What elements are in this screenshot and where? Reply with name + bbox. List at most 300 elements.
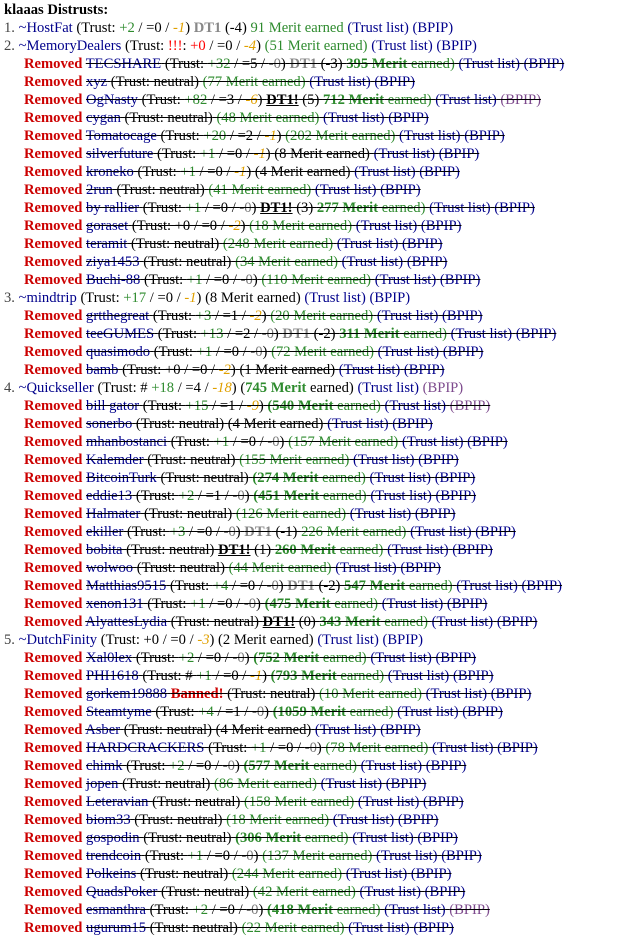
trust-score: +17 [123,290,147,306]
merit-earned: (20 Merit earned) [270,308,374,324]
bpip-link[interactable]: (BPIP) [410,866,452,882]
trust-list-link[interactable]: (Trust list) [357,380,419,396]
trust-score: +3 [169,524,186,540]
bpip-link[interactable]: (BPIP) [434,470,476,486]
trust-score: (Trust: neutral) [227,686,316,702]
bpip-link[interactable]: (BPIP) [420,218,462,234]
trust-list-link[interactable]: (Trust list) [332,812,395,828]
bpip-link[interactable]: (BPIP) [515,326,557,342]
bpip-link[interactable]: (BPIP) [414,506,456,522]
entry-body [86,596,487,612]
bpip-link[interactable]: (BPIP) [523,56,565,72]
trust-list-link[interactable]: (Trust list) [338,362,401,378]
username-link[interactable]: gospodin [86,830,140,846]
entry-body [86,452,459,468]
removed-entry [4,883,637,901]
removed-entry [4,217,637,235]
removed-entry [4,865,637,883]
merit-earned: (4 Merit earned) [254,164,351,180]
trust-score: ) [196,290,202,306]
merit-earned: (158 Merit earned) [243,794,355,810]
bpip-link[interactable]: (BPIP) [449,902,490,918]
trust-list-link[interactable]: (Trust list) [397,704,459,720]
trust-list-link[interactable]: (Trust list) [370,488,432,504]
trust-list-link[interactable]: (Trust list) [387,668,450,684]
entry-body [86,488,476,504]
trust-list-link[interactable]: (Trust list) [431,614,494,630]
removed-label: Removed [24,668,83,684]
entry-body [86,830,458,846]
dt-badge: DT1! [260,200,293,216]
username-link[interactable]: esmanthra [86,902,147,918]
username-link[interactable]: AlyattesLydia [85,614,168,630]
trust-score: (Trust: [155,704,199,720]
merit-earned: (86 Merit earned) [214,776,317,792]
trust-score: (Trust: neutral) [143,830,232,846]
username-link[interactable]: PHI1618 [86,668,139,684]
trust-score: +0 [190,38,206,54]
removed-entry [4,613,637,631]
removed-entry [4,595,637,613]
trust-score: +2 [178,650,195,666]
merit-earned: (34 Merit earned) [235,254,338,270]
trust-list-link[interactable]: (Trust list) [376,308,439,324]
trust-score: -0 [268,56,281,72]
bpip-link[interactable]: (BPIP) [500,92,541,108]
removed-entry [4,577,637,595]
trust-list-link[interactable]: (Trust list) [432,740,494,756]
merit-earned: 547 Merit [344,578,406,594]
removed-label: Removed [24,92,83,108]
username-link[interactable]: QuadsPoker [86,884,158,900]
username-link[interactable]: ~DutchFinity [18,632,98,648]
bpip-link[interactable]: (BPIP) [467,434,508,450]
bpip-link[interactable]: (BPIP) [380,722,421,738]
trust-score: / =1 / [213,704,252,720]
trust-list-link[interactable]: (Trust list) [429,200,491,216]
trust-score: / =1 / [211,308,250,324]
bpip-link[interactable]: (BPIP) [374,74,415,90]
username-link[interactable]: Polkeins [86,866,137,882]
bpip-link[interactable]: (BPIP) [438,146,480,162]
trust-score: ) [265,146,271,162]
distrust-entry [4,19,637,37]
bpip-link[interactable]: (BPIP) [494,200,535,216]
removed-entry [4,487,637,505]
username-link[interactable]: ~mindtrip [18,290,77,306]
username-link[interactable]: jopen [86,776,119,792]
trust-score: (Trust: neutral) [135,416,225,432]
entry-body [86,254,447,270]
bpip-link[interactable]: (BPIP) [424,884,466,900]
trust-list-link[interactable]: (Trust list) [355,218,418,234]
trust-score: / =0 / [201,200,240,216]
removed-label: Removed [24,164,83,180]
trust-list-link[interactable]: (Trust list) [387,542,449,558]
username-link[interactable]: sonerbo [86,416,133,432]
trust-score: +3 [195,308,212,324]
trust-list-link[interactable]: (Trust list) [458,56,520,72]
entry-body [86,326,556,342]
bpip-link[interactable]: (BPIP) [464,128,505,144]
trust-score: (Trust: [169,578,213,594]
username-link[interactable]: HARDCRACKERS [86,740,205,756]
bpip-link[interactable]: (BPIP) [442,344,484,360]
entry-body [86,902,490,918]
trust-list-link[interactable]: (Trust list) [374,272,437,288]
username-link[interactable]: BitcoinTurk [86,470,157,486]
entry-number: 3. [4,290,15,306]
trust-list-link[interactable]: (Trust list) [377,344,440,360]
bpip-link[interactable]: (BPIP) [452,542,493,558]
removed-entry [4,73,637,91]
username-link[interactable]: xenon131 [86,596,144,612]
removed-entry [4,433,637,451]
trust-score: (Trust: neutral) [152,794,241,810]
trust-score: : [182,38,191,54]
merit-earned: (42 Merit earned) [252,884,356,900]
trust-score: (Trust: [80,290,124,306]
username-link[interactable]: ~Quickseller [18,380,94,396]
trust-list-link[interactable]: (Trust list) [376,848,438,864]
trust-list-link[interactable]: (Trust list) [347,20,409,36]
trust-list-link[interactable]: (Trust list) [357,794,420,810]
username-link[interactable]: goraset [86,218,129,234]
bpip-link[interactable]: (BPIP) [436,38,477,54]
username-link[interactable]: teramit [86,236,128,252]
trust-score: / =0 / [134,20,174,36]
dt-badge: DT1! [262,614,296,630]
trust-score: ) [244,488,250,504]
bpip-link[interactable]: (BPIP) [425,758,467,774]
username-link[interactable]: ~MemoryDealers [18,38,122,54]
trust-score: (Trust: [152,308,196,324]
merit-earned: (306 Merit [235,830,302,846]
username-link[interactable]: quasimodo [86,344,151,360]
username-link[interactable]: ~HostFat [18,20,73,36]
username-link[interactable]: bamb [86,362,119,378]
entry-body [19,20,453,36]
entry-body [86,506,455,522]
username-link[interactable]: bill gator [86,398,140,414]
trust-list-link[interactable]: (Trust list) [450,326,513,342]
trust-score: (Trust: [135,488,179,504]
entry-body [86,92,541,108]
trust-score: -6 [245,92,258,108]
username-link[interactable]: wolwoo [86,560,134,576]
username-link[interactable]: cygan [86,110,121,126]
merit-earned: (274 Merit [252,470,319,486]
removed-entry [4,307,637,325]
bpip-link[interactable]: (BPIP) [400,560,441,576]
trust-score: -1 [253,146,266,162]
trust-list-link[interactable]: (Trust list) [456,578,518,594]
trust-score: +1 [190,596,206,612]
username-link[interactable]: Buchi-88 [86,272,141,288]
bpip-link[interactable]: (BPIP) [382,632,424,648]
bpip-link[interactable]: (BPIP) [439,272,481,288]
entry-body [85,614,537,630]
entry-number: 5. [4,632,15,648]
username-link[interactable]: ziya1453 [86,254,140,270]
trust-score: ) [230,362,236,378]
username-link[interactable]: silverfuture [86,146,154,162]
trust-list-link[interactable]: (Trust list) [335,560,397,576]
removed-entry [4,829,637,847]
username-link[interactable]: chimk [86,758,123,774]
merit-earned: (126 Merit earned) [235,506,347,522]
entry-body [86,812,438,828]
bpip-link[interactable]: (BPIP) [418,452,459,468]
username-link[interactable]: by rallier [86,200,140,216]
entry-body [86,668,493,684]
merit-earned: (577 Merit [243,758,310,774]
merit-earned: 343 Merit [319,614,381,630]
username-link[interactable]: ekiller [86,524,124,540]
bpip-link[interactable]: (BPIP) [435,488,477,504]
removed-label: Removed [24,704,83,720]
trust-list-link[interactable]: (Trust list) [352,830,414,846]
trust-list-link[interactable]: (Trust list) [384,398,447,414]
bpip-link[interactable]: (BPIP) [446,596,488,612]
trust-score: / =0 / [185,524,224,540]
bpip-link[interactable]: (BPIP) [449,398,491,414]
removed-entry [4,523,637,541]
trust-list-link[interactable]: (Trust list) [314,182,377,198]
trust-list-link[interactable]: (Trust list) [401,434,464,450]
username-link[interactable]: gorkem19888 [86,686,168,702]
trust-list-link[interactable]: (Trust list) [384,902,446,918]
username-link[interactable]: mhanbostanci [86,434,168,450]
bpip-link[interactable]: (BPIP) [406,254,448,270]
merit-earned: (1059 Merit [272,704,347,720]
trust-list-link[interactable]: (Trust list) [381,596,444,612]
merit-earned: (155 Merit earned) [239,452,350,468]
username-link[interactable]: kroneko [86,164,134,180]
trust-list-link[interactable]: (Trust list) [371,38,433,54]
trust-score: (Trust: [153,344,197,360]
trust-score: -0 [243,596,257,612]
distrust-rows [4,19,637,937]
username-link[interactable]: biom33 [86,812,131,828]
bpip-link[interactable]: (BPIP) [490,686,532,702]
username-link[interactable]: TECSHARE [85,56,162,72]
trust-score: (Trust: neutral) [110,74,199,90]
trust-list-link[interactable]: (Trust list) [425,686,488,702]
bpip-link[interactable]: (BPIP) [441,848,482,864]
entry-body [86,398,490,414]
username-link[interactable]: Asber [85,722,121,738]
merit-earned: (8 Merit earned) [205,290,301,306]
trust-list-link[interactable]: (Trust list) [304,290,366,306]
bpip-link[interactable]: (BPIP) [369,290,411,306]
merit-tail: earned) [319,650,367,666]
username-link[interactable]: Xal0lex [86,650,133,666]
merit-earned: (2 Merit earned) [218,632,314,648]
removed-entry [4,343,637,361]
trust-score: (Trust: [126,758,170,774]
trust-score: -0 [246,902,259,918]
username-link[interactable]: Tomatocage [85,128,157,144]
trust-score: -3 [197,632,210,648]
username-link[interactable]: Steamtyme [86,704,152,720]
entry-number: 2. [4,38,15,54]
removed-label: Removed [24,560,83,576]
trust-list-link[interactable]: (Trust list) [399,128,461,144]
bpip-link[interactable]: (BPIP) [397,812,439,828]
username-link[interactable]: OgNasty [86,92,138,108]
merit-tail: earned) [336,668,385,684]
trust-score: ) [246,164,252,180]
entry-body [86,236,442,252]
bpip-link[interactable]: (BPIP) [435,650,477,666]
trust-list-link[interactable]: (Trust list) [369,470,432,486]
distrust-entry [4,379,637,397]
removed-entry [4,685,637,703]
entry-body [86,758,466,774]
username-link[interactable]: teeGUMES [86,326,155,342]
trust-score: ) [262,668,268,684]
trust-list-link[interactable]: (Trust list) [314,722,377,738]
dt-count: (3) [292,200,317,216]
merit-earned: 260 Merit [274,542,337,558]
trust-list-link[interactable]: (Trust list) [320,776,383,792]
trust-score: -0 [240,272,253,288]
bpip-link[interactable]: (BPIP) [388,110,429,126]
bpip-link[interactable]: (BPIP) [423,794,464,810]
bpip-link[interactable]: (BPIP) [392,416,433,432]
removed-entry [4,649,637,667]
dt-count: (-1) [271,524,302,540]
trust-list-link[interactable]: (Trust list) [345,866,408,882]
removed-entry [4,397,637,415]
username-link[interactable]: grtthegreat [86,308,150,324]
entry-number: 4. [4,380,15,396]
trust-score: ) [209,632,215,648]
trust-list-link[interactable]: (Trust list) [341,254,404,270]
removed-entry [4,127,637,145]
trust-score: (Trust: +0 / =0 / [122,362,219,378]
trust-score: -0 [250,344,263,360]
trust-list-link[interactable]: (Trust list) [353,452,415,468]
trust-score: ) [276,128,282,144]
removed-label: Removed [24,470,83,486]
username-link[interactable]: xyz [86,74,108,90]
removed-label: Removed [24,326,83,342]
trust-score: -9 [246,398,259,414]
bpip-link[interactable]: (BPIP) [403,362,445,378]
merit-earned: 91 Merit earned [250,20,344,36]
trust-score: +82 [184,92,208,108]
trust-list-link[interactable]: (Trust list) [349,506,412,522]
username-link[interactable]: Kalemder [86,452,144,468]
trust-list-link[interactable]: (Trust list) [323,110,385,126]
bpip-link[interactable]: (BPIP) [497,740,538,756]
bpip-link[interactable]: (BPIP) [417,830,458,846]
trust-list-link[interactable]: (Trust list) [309,74,371,90]
trust-score: -4 [243,38,257,54]
bpip-link[interactable]: (BPIP) [401,236,443,252]
bpip-link[interactable]: (BPIP) [441,308,483,324]
removed-entry [4,145,637,163]
bpip-link[interactable]: (BPIP) [475,524,516,540]
trust-score: ) [251,200,257,216]
bpip-link[interactable]: (BPIP) [521,578,563,594]
bpip-link[interactable]: (BPIP) [385,776,427,792]
trust-list-link[interactable]: (Trust list) [336,236,399,252]
trust-score: / =0 / [195,164,235,180]
entry-body [86,164,460,180]
username-link[interactable]: Matthias9515 [86,578,167,594]
removed-entry [4,91,637,109]
entry-body [86,542,493,558]
trust-list-link[interactable]: (Trust list) [327,416,389,432]
removed-entry [4,793,637,811]
entry-body [86,578,562,594]
trust-score: +13 [200,326,224,342]
removed-entry [4,415,637,433]
removed-label: Removed [24,596,83,612]
merit-earned: (745 Merit earned) [240,380,354,396]
trust-score: +1 [187,848,204,864]
trust-score: (Trust: [208,740,251,756]
trust-score: +2 [169,758,185,774]
bpip-link[interactable]: (BPIP) [412,20,454,36]
trust-score: -0 [267,434,280,450]
bpip-link[interactable]: (BPIP) [413,920,454,936]
username-link[interactable]: 2run [86,182,113,198]
removed-label: Removed [24,524,83,540]
bpip-link[interactable]: (BPIP) [496,614,538,630]
trust-list-link[interactable]: (Trust list) [373,146,436,162]
trust-list-link[interactable]: (Trust list) [354,164,416,180]
bpip-link[interactable]: (BPIP) [419,164,460,180]
removed-label: Removed [24,722,83,738]
trust-list-link[interactable]: (Trust list) [317,632,379,648]
trust-score: ) [279,434,285,450]
trust-score: ) [185,20,191,36]
trust-score: +32 [207,56,231,72]
trust-score: / =0 / [202,272,241,288]
trust-score: (Trust: neutral) [139,866,229,882]
trust-list-link[interactable]: (Trust list) [370,650,432,666]
trust-score: / =2 / [223,326,262,342]
username-link[interactable]: bobita [86,542,123,558]
username-link[interactable]: eddie13 [86,488,133,504]
trust-score: (Trust: [144,272,187,288]
bpip-link[interactable]: (BPIP) [452,668,494,684]
username-link[interactable]: ugurum15 [86,920,147,936]
trust-score: ) [252,272,258,288]
trust-list-link[interactable]: (Trust list) [410,524,472,540]
username-link[interactable]: trendcoin [86,848,142,864]
trust-list-link[interactable]: (Trust list) [348,920,410,936]
bpip-link[interactable]: (BPIP) [422,380,464,396]
trust-list-link[interactable]: (Trust list) [360,758,423,774]
bpip-link[interactable]: (BPIP) [380,182,421,198]
username-link[interactable]: Leteravian [86,794,149,810]
trust-score: -0 [239,200,252,216]
merit-earned: (44 Merit earned) [228,560,332,576]
removed-entry [4,739,637,757]
trust-list-link[interactable]: (Trust list) [435,92,497,108]
dt-badge: DT1! [218,542,251,558]
trust-list-link[interactable]: (Trust list) [359,884,422,900]
username-link[interactable]: Halmater [86,506,141,522]
bpip-link[interactable]: (BPIP) [462,704,503,720]
trust-score: (Trust: [156,146,200,162]
trust-score: -2 [218,362,231,378]
